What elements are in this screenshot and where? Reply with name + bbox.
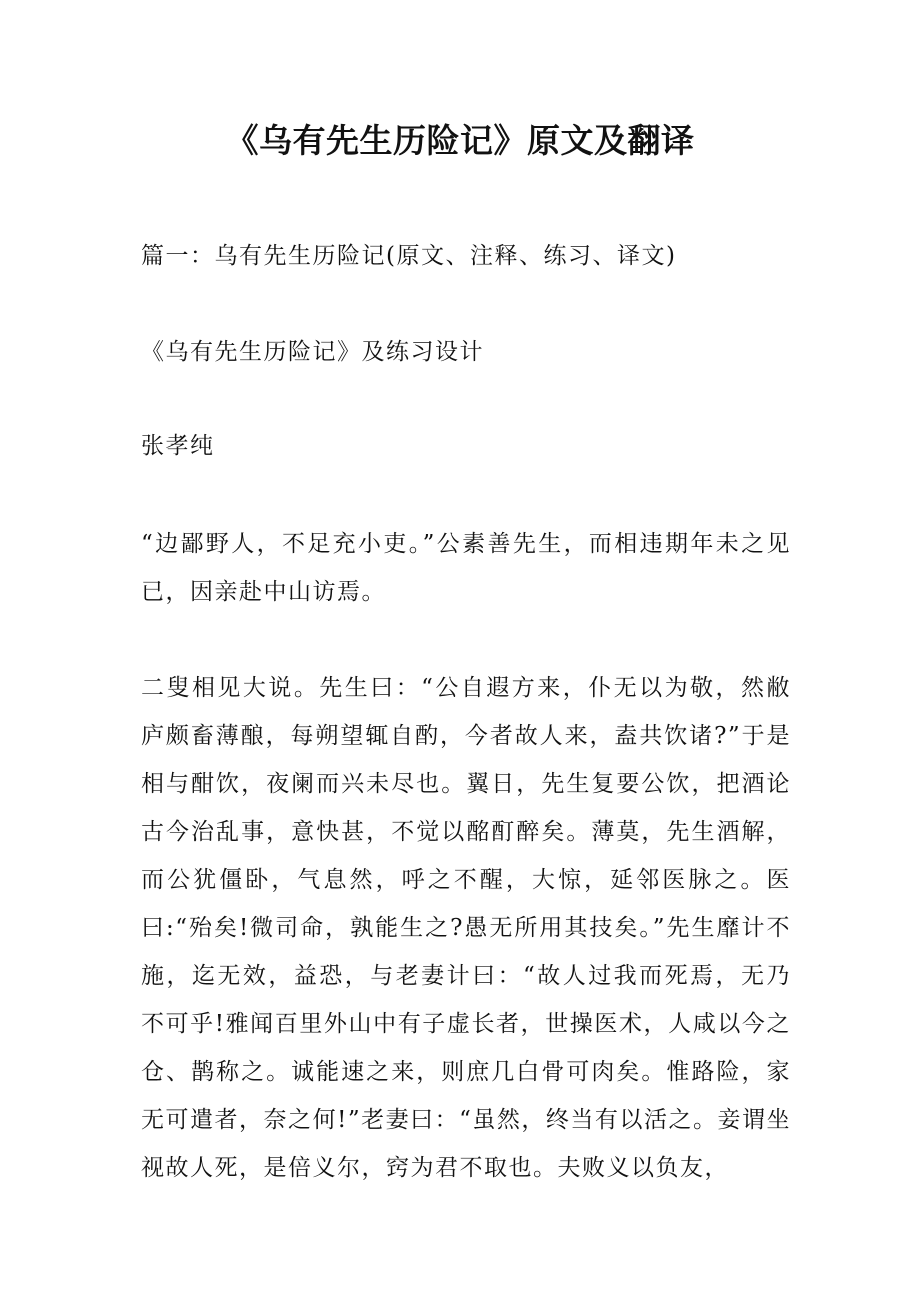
body-paragraph: 二叟相见大说。先生曰：“公自遐方来，仆无以为敬，然敝庐颇畜薄酿，每朔望辄自酌，今者故人来，盍共饮诸?”于是相与酣饮，夜阑而兴未尽也。翼日，先生复要公饮，把酒论古今治乱事，意快甚，不觉以酩酊醉矣。薄莫，先生酒解，而公犹僵卧，气息然，呼之不醒，大惊，延邻医脉之。医曰:“殆矣!微司命，孰能生之?愚无所用其技矣。”先生靡计不施，迄无效，益恐，与老妻计曰：“故人过我而死焉，无乃不可乎!雅闻百里外山中有子虚长者，世操医术，人咸以今之仓、鹊称之。诚能速之来，则庶几白骨可肉矣。惟路险，家无可遣者，奈之何!”老妻曰：“虽然，终当有以活之。妾谓坐视故人死，是倍义尔，窍为君不取也。夫败义以负友， xyxy=(141,675,791,1181)
section-heading: 篇一：乌有先生历险记(原文、注释、练习、译文) xyxy=(141,243,677,269)
body-paragraph: “边鄙野人，不足充小吏。”公素善先生，而相违期年未之见已，因亲赴中山访焉。 xyxy=(141,531,791,605)
document-title: 《乌有先生历险记》原文及翻译 xyxy=(225,121,695,160)
subtitle: 《乌有先生历险记》及练习设计 xyxy=(141,339,484,365)
author-name: 张孝纯 xyxy=(141,433,215,459)
